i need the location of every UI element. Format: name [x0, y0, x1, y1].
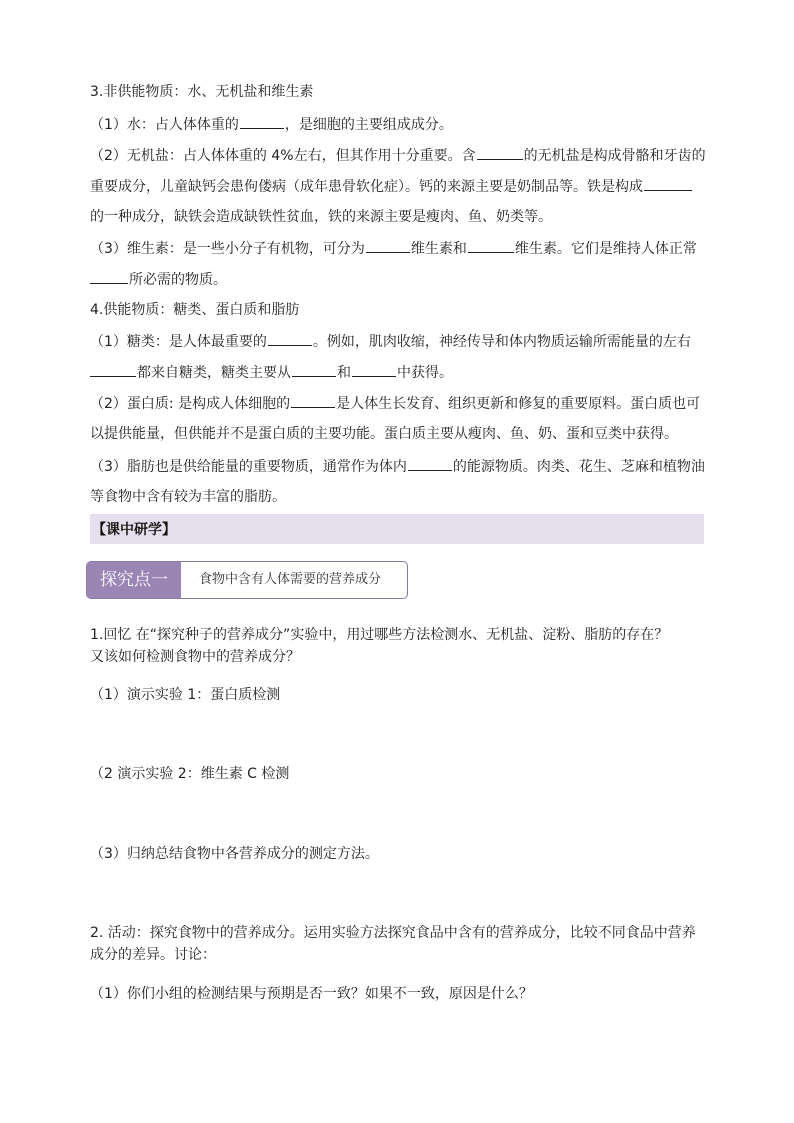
- answer-blank: [477, 145, 523, 160]
- section-header-bar: [90, 514, 704, 544]
- answer-blank: [644, 176, 692, 191]
- carb-line-2: [90, 362, 705, 383]
- text: （2）无机盐：占人体体重的 4%左右，但其作用十分重要。含: [90, 148, 476, 164]
- text: 维生素。它们是维持人体正常: [514, 241, 697, 257]
- text: （1）水：占人体体重的: [90, 117, 239, 133]
- mineral-line-1: [90, 145, 705, 166]
- text: 维生素和: [410, 241, 467, 257]
- answer-blank: [90, 362, 136, 377]
- text: 都来自糖类，糖类主要从: [137, 365, 291, 381]
- mineral-line-2: [90, 176, 705, 197]
- answer-blank: [268, 331, 312, 346]
- text: （3）脂肪也是供给能量的重要物质，通常作为体内: [90, 459, 407, 475]
- vitamin-line-1: [90, 238, 705, 259]
- text: 。例如，肌肉收缩，神经传导和体内物质运输所需能量的左右: [312, 334, 691, 350]
- answer-blank: [408, 456, 452, 471]
- section-title: 【课中研学】: [92, 522, 176, 538]
- text: 所必需的物质。: [129, 272, 227, 288]
- text: 和: [337, 365, 351, 381]
- answer-blank: [291, 393, 335, 408]
- question-1-sub-3: （3）归纳总结食物中各营养成分的测定方法。: [90, 846, 379, 862]
- text: 的无机盐是构成骨骼和牙齿的: [523, 148, 706, 164]
- question-1-sub-1: （1）演示实验 1：蛋白质检测: [90, 687, 281, 703]
- section-3-title: 3.非供能物质：水、无机盐和维生素: [90, 84, 314, 100]
- answer-blank: [240, 114, 284, 129]
- answer-blank: [468, 238, 514, 253]
- protein-line-2: 以提供能量，但供能并不是蛋白质的主要功能。蛋白质主要从瘦肉、鱼、奶、蛋和豆类中获得。: [90, 426, 678, 442]
- question-2-line-2: 成分的差异。讨论：: [90, 947, 216, 963]
- protein-line-1: [90, 393, 705, 414]
- question-1-line-1: 1.回忆 在“探究种子的营养成分”实验中，用过哪些方法检测水、无机盐、淀粉、脂肪的存在？: [90, 627, 669, 643]
- text: 中获得。: [397, 365, 453, 381]
- fat-line-2: 等食物中含有较为丰富的脂肪。: [90, 489, 286, 505]
- question-1-sub-2: （2 演示实验 2：维生素 C 检测: [90, 766, 290, 782]
- question-1-line-2: 又该如何检测食物中的营养成分？: [90, 649, 300, 665]
- mineral-line-3: 的一种成分，缺铁会造成缺铁性贫血，铁的来源主要是瘦肉、鱼、奶类等。: [90, 209, 552, 225]
- water-line: [90, 114, 705, 135]
- tag-label: 探究点一: [87, 562, 181, 598]
- answer-blank: [352, 362, 396, 377]
- carb-line-1: [90, 331, 705, 352]
- answer-blank: [292, 362, 336, 377]
- text: 是人体生长发育、组织更新和修复的重要原料。蛋白质也可: [336, 396, 701, 412]
- text: （3）维生素：是一些小分子有机物，可分为: [90, 241, 365, 257]
- answer-blank: [366, 238, 410, 253]
- answer-blank: [90, 269, 128, 284]
- question-2-sub-1: （1）你们小组的检测结果与预期是否一致？如果不一致，原因是什么？: [90, 986, 533, 1002]
- text: 的能源物质。肉类、花生、芝麻和植物油: [452, 459, 705, 475]
- text: 重要成分，儿童缺钙会患佝偻病（成年患骨软化症）。钙的来源主要是奶制品等。铁是构成: [90, 179, 643, 195]
- text: （1）糖类：是人体最重要的: [90, 334, 267, 350]
- tag-title: 食物中含有人体需要的营养成分: [199, 572, 382, 587]
- question-2-line-1: 2. 活动：探究食物中的营养成分。运用实验方法探究食品中含有的营养成分，比较不同食品中营养: [90, 925, 696, 941]
- text: ，是细胞的主要组成成分。: [284, 117, 453, 133]
- section-4-title: 4.供能物质：糖类、蛋白质和脂肪: [90, 302, 300, 318]
- fat-line-1: [90, 456, 705, 477]
- vitamin-line-2: [90, 269, 705, 290]
- text: （2）蛋白质: 是构成人体细胞的: [90, 396, 291, 412]
- inquiry-point-tag: [86, 561, 408, 599]
